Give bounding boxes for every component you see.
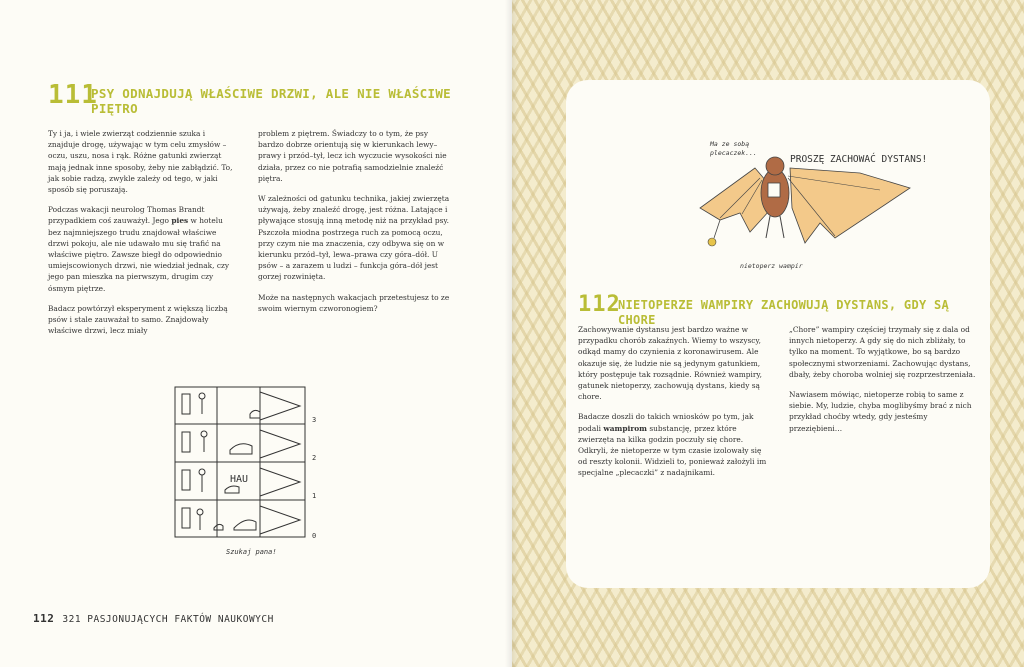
fact-number-112: 112 bbox=[578, 292, 621, 317]
bold-word-wampirom: wampirom bbox=[603, 423, 647, 433]
bat-note-line1: Ma ze sobą bbox=[710, 140, 750, 148]
floor-number: 3 bbox=[312, 416, 317, 424]
bat-speech: PROSZĘ ZACHOWAĆ DYSTANS! bbox=[790, 154, 928, 165]
fact-title-112: NIETOPERZE WAMPIRY ZACHOWUJĄ DYSTANS, GDY SĄ CHORE bbox=[618, 298, 950, 327]
floor-number: 0 bbox=[312, 532, 317, 540]
paragraph: Może na następnych wakacjach przetestujesz to ze swoim wiernym czworonogiem? bbox=[258, 292, 450, 313]
fact-number-111: 111 bbox=[48, 80, 98, 110]
fact-title-111 bbox=[91, 86, 461, 116]
page-gutter bbox=[505, 0, 519, 667]
vampire-bat-illustration bbox=[680, 128, 980, 278]
fact-112-column-1 bbox=[578, 324, 772, 488]
paragraph: Badacz powtórzył eksperyment z większą liczbą psów i stale zauważał to samo. Znajdowały właściwe drzwi, lecz miały bbox=[48, 303, 228, 336]
bat-note-line2: plecaczek... bbox=[710, 149, 757, 157]
paragraph: Zachowywanie dystansu jest bardzo ważne w przypadku chorób zakaźnych. Wiemy to wszyscy, odkąd mamy do czynienia z koronawirusem. Ale okazuje się, że ludzie nie są jedynym gatunkiem, który postępuje tak rozsądnie. Również wampiry, gatunek nietoperzy, zachowują dystans, kiedy są chore. bbox=[578, 325, 762, 402]
paragraph: Badacze doszli do takich wniosków po tym, jak podali wampirom substancję, przez które zwierzęta na kilka godzin poczuły się chore. Odkryli, że nietoperze w tym czasie izolowały się od reszty kolonii. Widzieli to, ponieważ założyli im specjalne „plecaczki” z nadajnikami. bbox=[578, 412, 767, 478]
fact-111-column-2 bbox=[258, 128, 450, 323]
fact-title-111-line1: PSY ODNAJDUJĄ WŁAŚCIWE DRZWI, ALE NIE WŁAŚCIWE bbox=[91, 86, 451, 101]
hotel-dogs-illustration bbox=[170, 382, 330, 572]
dog-speech-hau: HAU bbox=[230, 474, 249, 485]
paragraph: W zależności od gatunku technika, jakiej zwierzęta używają, żeby znaleźć drogę, jest różna. Latające i pływające stosują inną metodę niż na przykład psy. Pszczoła miodna postrzega ruch za pomocą oczu, przy czym nie ma znaczenia, czy odbywa się on w kierunku przód–tył, lewa–prawa czy góra–dół. U psów – a zarazem u ludzi – funkcja góra–dół jest gorzej rozwinięta. bbox=[258, 194, 450, 282]
illustration-caption: Szukaj pana! bbox=[226, 548, 277, 556]
paragraph: Ty i ja, i wiele zwierząt codziennie szuka i znajduje drogę, używając w tym celu zmysłów – oczu, uszu, nosa i rąk. Różne gatunki zwierząt mają jednak inne sposoby, żeby nie zabłądzić. To, jak sobie radzą, zwykle zależy od tego, w jaki sposób się poruszają. bbox=[48, 129, 233, 195]
paragraph: Podczas wakacji neurolog Thomas Brandt przypadkiem coś zauważył. Jego pies w hotelu bez najmniejszego trudu znajdował właściwe drzwi pokoju, ale nie udawało mu się trafić na właściwe piętro. Zawsze biegł do odpowiednio umiejscowionych drzwi, nie wiedział jednak, czy jego pan mieszka na pierwszym, drugim czy ósmym piętrze. bbox=[48, 205, 230, 293]
fact-111-column-1 bbox=[48, 128, 238, 345]
paragraph: „Chore” wampiry częściej trzymały się z dala od innych nietoperzy. A gdy się do nich zbliżały, to tylko na moment. To wyjątkowe, bo są bardzo społecznymi stworzeniami. Zachowując dystans, dbały, żeby choroba wolniej się rozprzestrzeniała. bbox=[789, 325, 976, 379]
illustration-caption: nietoperz wampir bbox=[740, 262, 803, 270]
paragraph: Nawiasem mówiąc, nietoperze robią to same z siebie. My, ludzie, chyba moglibyśmy brać z nich przykład choćby wtedy, gdy jesteśmy przeziębieni… bbox=[789, 390, 972, 433]
fact-title-111-line2: PIĘTRO bbox=[91, 101, 138, 116]
bold-word-pies: pies bbox=[171, 216, 189, 226]
book-title: 321 PASJONUJĄCYCH FAKTÓW NAUKOWYCH bbox=[62, 614, 274, 625]
page-footer bbox=[33, 612, 274, 625]
paragraph: problem z piętrem. Świadczy to o tym, że psy bardzo dobrze orientują się w kierunkach lewy–prawy i przód–tył, lecz ich wyczucie wysokości nie działa, przez co nie potrafią samodzielnie znaleźć piętra. bbox=[258, 129, 447, 183]
floor-number: 2 bbox=[312, 454, 317, 462]
floor-number: 1 bbox=[312, 492, 317, 500]
fact-112-column-2 bbox=[789, 324, 979, 443]
page-number: 112 bbox=[33, 612, 55, 625]
